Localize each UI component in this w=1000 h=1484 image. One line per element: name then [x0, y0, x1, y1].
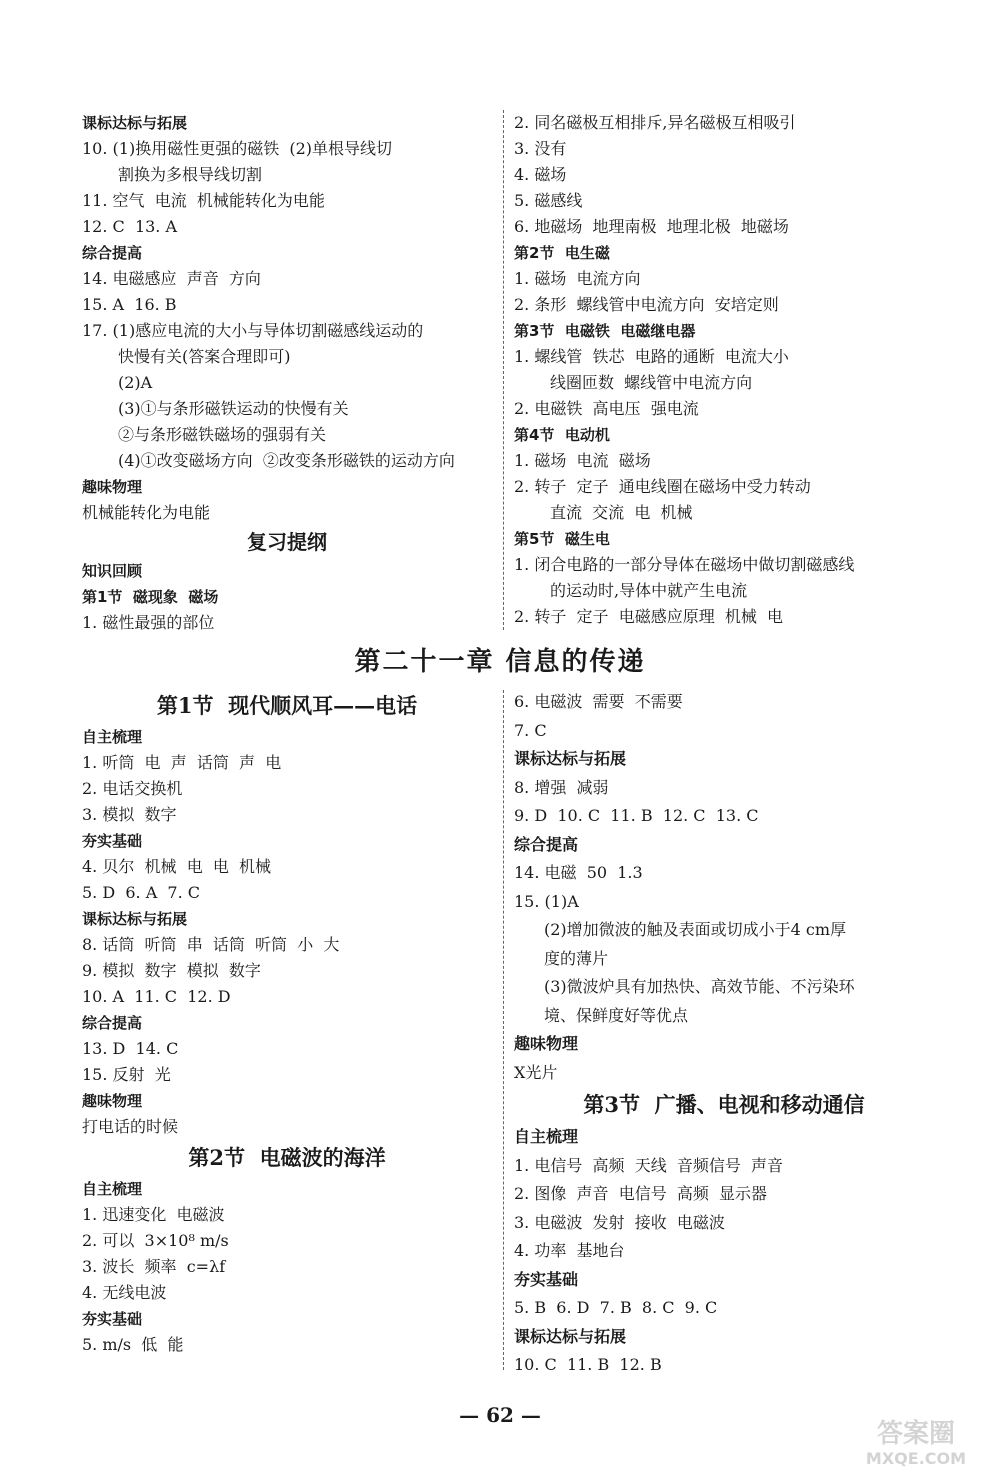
answer-line: 1. 听筒 电 声 话筒 声 电 [82, 753, 282, 772]
answer-line: 3. 模拟 数字 [82, 805, 177, 824]
answer-line: 17. (1)感应电流的大小与导体切割磁感线运动的 [82, 321, 424, 340]
answer-line: 割换为多根导线切割 [118, 165, 263, 184]
answer-line: 直流 交流 电 机械 [550, 503, 693, 522]
subheading: 自主梳理 [82, 728, 143, 746]
top-right-column [514, 110, 914, 630]
subheading: 趣味物理 [514, 1034, 579, 1053]
section-heading: 第2节 电磁波的海洋 [188, 1145, 386, 1170]
answer-line: 6. 地磁场 地理南极 地理北极 地磁场 [514, 217, 789, 236]
answer-line: 3. 没有 [514, 139, 567, 158]
answer-line: (2)增加微波的触及表面或切成小于4 cm厚 [544, 920, 847, 939]
answer-line: 2. 可以 3×10⁸ m/s [82, 1231, 229, 1250]
answer-line: 2. 电话交换机 [82, 779, 183, 798]
answer-line: 2. 转子 定子 电磁感应原理 机械 电 [514, 607, 784, 626]
answer-line: 5. D 6. A 7. C [82, 883, 201, 902]
subheading: 综合提高 [514, 834, 579, 854]
answer-line: (3)①与条形磁铁运动的快慢有关 [118, 399, 349, 418]
answer-line: 5. m/s 低 能 [82, 1335, 184, 1354]
answer-line: 10. C 11. B 12. B [514, 1355, 662, 1374]
answer-line: (2)A [118, 373, 153, 392]
subheading: 自主梳理 [514, 1127, 579, 1146]
column-divider-top [503, 110, 504, 630]
answer-line: 10. (1)换用磁性更强的磁铁 (2)单根导线切 [82, 139, 393, 158]
page-number: — 62 — [459, 1403, 541, 1427]
answer-line: 8. 话筒 听筒 串 话筒 听筒 小 大 [82, 935, 340, 954]
answer-line: 10. A 11. C 12. D [82, 987, 231, 1006]
answer-line: 1. 闭合电路的一部分导体在磁场中做切割磁感线 [514, 555, 855, 574]
bottom-right-column [514, 688, 934, 1380]
answer-line: 1. 磁场 电流方向 [514, 269, 641, 288]
subheading: 第2节 电生磁 [514, 244, 610, 262]
answer-line: 12. C 13. A [82, 217, 178, 236]
watermark-text-bottom: MXQE.COM [865, 1449, 967, 1468]
subheading: 第1节 磁现象 磁场 [82, 588, 219, 606]
answer-line: 2. 条形 螺线管中电流方向 安培定则 [514, 295, 779, 314]
answer-line: 3. 电磁波 发射 接收 电磁波 [514, 1212, 725, 1232]
answer-line: 2. 转子 定子 通电线圈在磁场中受力转动 [514, 477, 811, 496]
answer-line: 14. 电磁 50 1.3 [514, 863, 643, 882]
section-heading: 第3节 广播、电视和移动通信 [583, 1092, 865, 1117]
answer-line: 2. 同名磁极互相排斥,异名磁极互相吸引 [514, 113, 796, 132]
subheading: 知识回顾 [82, 562, 143, 580]
answer-line: 1. 磁性最强的部位 [82, 613, 215, 632]
answer-line: 4. 功率 基地台 [514, 1241, 625, 1260]
subheading: 自主梳理 [82, 1180, 143, 1198]
subheading: 夯实基础 [82, 832, 143, 850]
answer-line: 2. 电磁铁 高电压 强电流 [514, 399, 699, 418]
watermark-logo [846, 1414, 986, 1470]
answer-line: 8. 增强 减弱 [514, 777, 609, 797]
answer-line: 15. (1)A [514, 891, 579, 911]
subheading: 课标达标与拓展 [82, 910, 188, 928]
subheading: 第3节 电磁铁 电磁继电器 [514, 322, 696, 340]
section-heading: 第1节 现代顺风耳——电话 [156, 693, 418, 718]
answer-line: 4. 磁场 [514, 165, 567, 184]
subheading: 综合提高 [82, 1014, 143, 1032]
subheading: 第5节 磁生电 [514, 530, 610, 548]
answer-line: 4. 贝尔 机械 电 电 机械 [82, 857, 272, 876]
top-left-column [82, 110, 492, 636]
answer-line: 7. C [514, 720, 547, 740]
answer-line: 5. 磁感线 [514, 191, 583, 210]
answer-line: 1. 电信号 高频 天线 音频信号 声音 [514, 1155, 784, 1175]
answer-line: ②与条形磁铁磁场的强弱有关 [118, 425, 327, 444]
answer-line: 2. 图像 声音 电信号 高频 显示器 [514, 1184, 768, 1203]
answer-line: 打电话的时候 [82, 1117, 179, 1136]
answer-line: (3)微波炉具有加热快、高效节能、不污染环 [544, 977, 855, 996]
subheading: 第4节 电动机 [514, 426, 610, 444]
answer-line: 13. D 14. C [82, 1039, 179, 1058]
answer-line: 1. 迅速变化 电磁波 [82, 1205, 225, 1224]
answer-line: 3. 波长 频率 c=λf [82, 1257, 226, 1276]
answer-line: 9. 模拟 数字 模拟 数字 [82, 961, 261, 980]
answer-line: 快慢有关(答案合理即可) [118, 347, 291, 366]
bottom-left-column [82, 688, 492, 1358]
answer-line: 4. 无线电波 [82, 1283, 167, 1302]
answer-line: 14. 电磁感应 声音 方向 [82, 269, 261, 288]
answer-line: X光片 [514, 1062, 558, 1082]
answer-line: 9. D 10. C 11. B 12. C 13. C [514, 806, 759, 825]
answer-line: 6. 电磁波 需要 不需要 [514, 692, 683, 711]
subheading: 课标达标与拓展 [514, 1326, 627, 1346]
subheading: 夯实基础 [82, 1310, 143, 1328]
column-divider-bottom [503, 690, 504, 1370]
answer-line: 15. 反射 光 [82, 1065, 171, 1084]
subheading: 综合提高 [82, 244, 143, 262]
subheading: 趣味物理 [82, 478, 143, 496]
answer-line: 11. 空气 电流 机械能转化为电能 [82, 191, 325, 210]
answer-line: 的运动时,导体中就产生电流 [550, 581, 748, 600]
answer-line: 机械能转化为电能 [82, 503, 211, 522]
subheading: 趣味物理 [82, 1092, 143, 1110]
chapter-title: 第二十一章 信息的传递 [354, 647, 646, 677]
answer-line: 15. A 16. B [82, 295, 177, 314]
section-heading: 复习提纲 [247, 530, 327, 554]
answer-line: 线圈匝数 螺线管中电流方向 [550, 373, 753, 392]
answer-line: 5. B 6. D 7. B 8. C 9. C [514, 1298, 718, 1317]
answer-line: 1. 磁场 电流 磁场 [514, 451, 651, 470]
answer-line: 1. 螺线管 铁芯 电路的通断 电流大小 [514, 347, 789, 366]
subheading: 课标达标与拓展 [514, 749, 627, 768]
answer-line: 境、保鲜度好等优点 [544, 1005, 689, 1025]
answer-line: 度的薄片 [544, 948, 609, 968]
answer-line: (4)①改变磁场方向 ②改变条形磁铁的运动方向 [118, 451, 455, 470]
subheading: 课标达标与拓展 [82, 114, 188, 132]
watermark-text-top: 答案圈 [876, 1419, 956, 1449]
subheading: 夯实基础 [514, 1269, 579, 1289]
